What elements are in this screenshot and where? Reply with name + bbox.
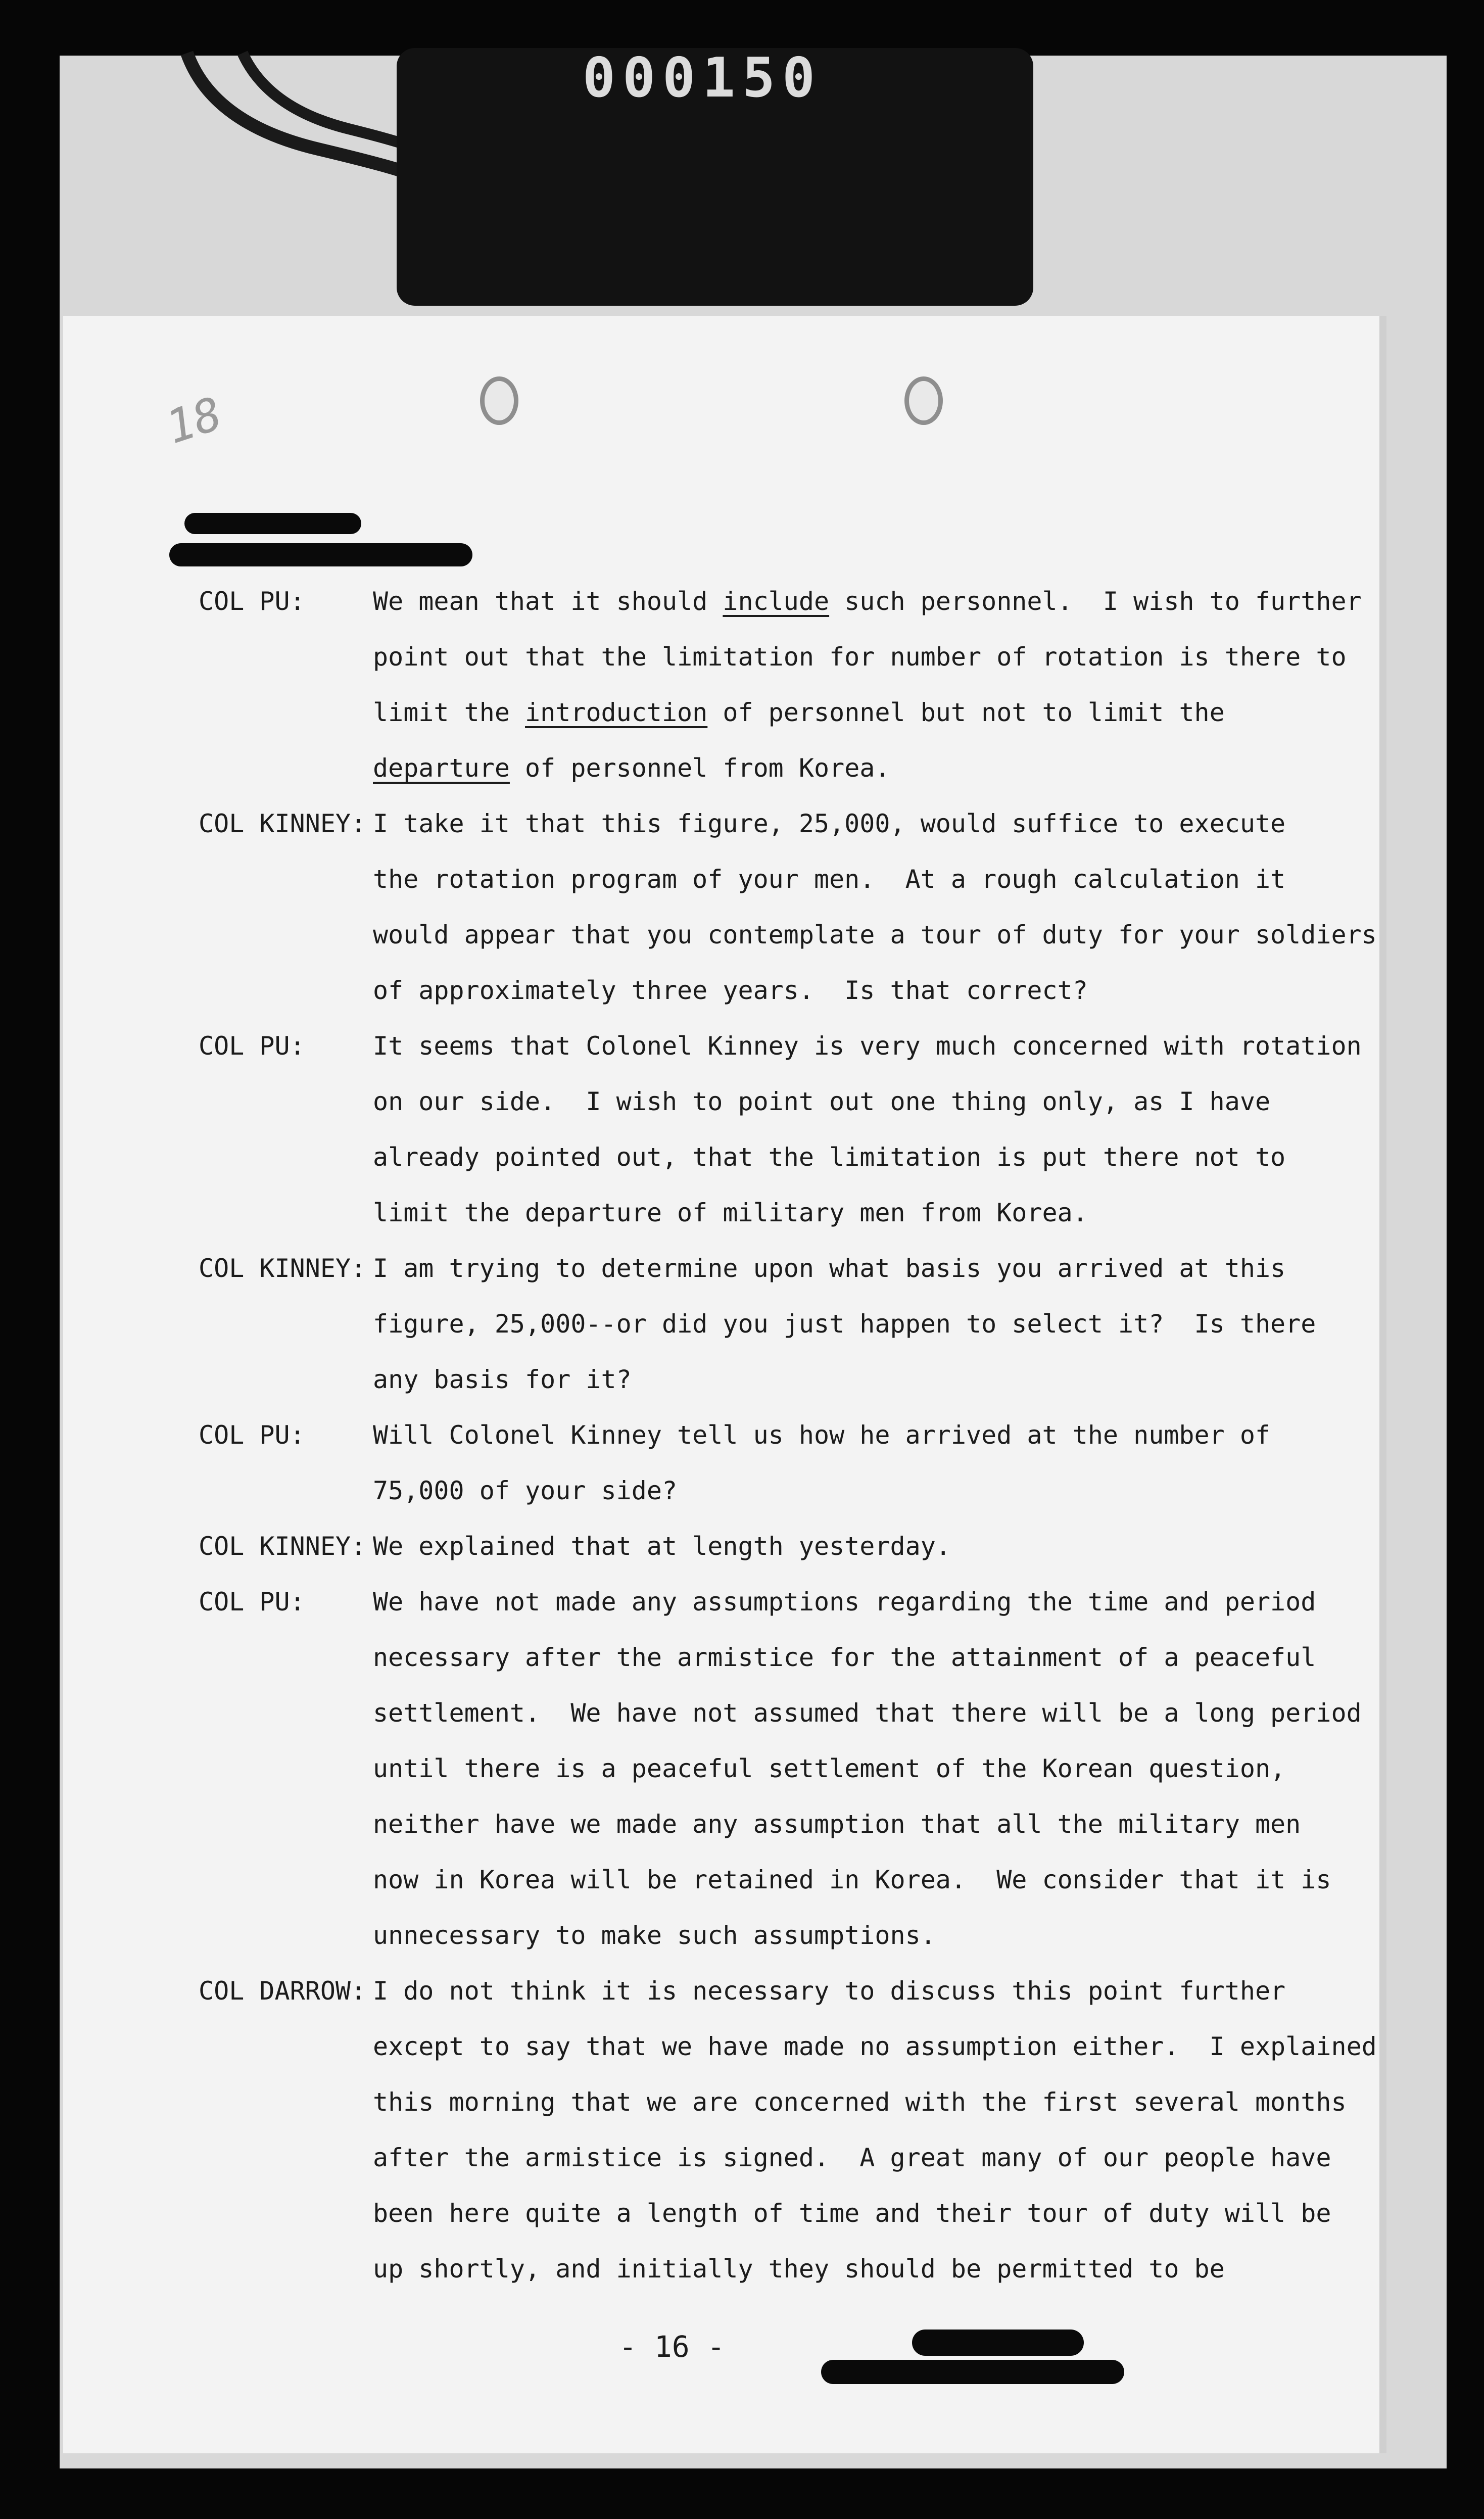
frame-number: 000150: [582, 46, 823, 110]
speech-text: [373, 574, 1362, 796]
redaction-bar: [821, 2360, 1124, 2384]
speaker-label: COL KINNEY:: [199, 1532, 366, 1561]
handwritten-margin-mark: 18: [160, 387, 228, 455]
text-line: would appear that you contemplate a tour of duty for your soldiers: [373, 920, 1377, 949]
text-line: limit the departure of military men from Korea.: [373, 1198, 1088, 1227]
transcript: [199, 574, 1377, 2297]
redaction-bar: [184, 513, 361, 534]
transcript-entry: [199, 574, 1361, 796]
text-line: except to say that we have made no assumption either. I explained: [373, 2032, 1377, 2061]
text-line: It seems that Colonel Kinney is very much concerned with rotation: [373, 1031, 1362, 1061]
transcript-entry: [199, 1963, 1377, 2297]
text-line: neither have we made any assumption that all the military men: [373, 1810, 1301, 1839]
camera-cable: [167, 48, 429, 189]
underlined-word: departure: [373, 753, 510, 783]
speaker-label: COL DARROW:: [199, 1976, 366, 2006]
text-line: Will Colonel Kinney tell us how he arrived at the number of: [373, 1420, 1271, 1450]
speech-text: [373, 1407, 1361, 1518]
transcript-entry: [199, 1018, 1361, 1241]
text-line: necessary after the armistice for the attainment of a peaceful: [373, 1643, 1316, 1672]
speaker-label: COL PU:: [199, 1031, 305, 1061]
text-line: the rotation program of your men. At a rough calculation it: [373, 865, 1286, 894]
transcript-entry: [199, 1518, 1361, 1574]
text-line: now in Korea will be retained in Korea. We consider that it is: [373, 1865, 1331, 1894]
speech-text: [373, 1018, 1362, 1241]
text-line: departure of personnel from Korea.: [373, 753, 890, 783]
text-line: limit the introduction of personnel but not to limit the: [373, 698, 1225, 727]
punch-hole-right: [904, 376, 943, 425]
text-line: We explained that at length yesterday.: [373, 1532, 951, 1561]
text-line: We have not made any assumptions regarding the time and period: [373, 1587, 1316, 1617]
transcript-entry: [199, 1574, 1361, 1963]
text-line: I am trying to determine upon what basis you arrived at this: [373, 1254, 1286, 1283]
speech-text: [373, 1518, 1361, 1574]
text-line: 75,000 of your side?: [373, 1476, 678, 1505]
transcript-entry: [199, 1241, 1361, 1407]
speech-text: [373, 1241, 1361, 1407]
text-line: settlement. We have not assumed that there will be a long period: [373, 1698, 1362, 1728]
text-line: unnecessary to make such assumptions.: [373, 1921, 936, 1950]
text-line: on our side. I wish to point out one thing only, as I have: [373, 1087, 1271, 1116]
underlined-word: include: [723, 587, 830, 616]
transcript-entry: [199, 796, 1377, 1018]
text-line: We mean that it should include such personnel. I wish to further: [373, 587, 1362, 616]
speaker-label: COL PU:: [199, 1587, 305, 1617]
page-number: - 16 -: [619, 2330, 725, 2364]
text-line: until there is a peaceful settlement of the Korean question,: [373, 1754, 1286, 1783]
text-line: point out that the limitation for number of rotation is there to: [373, 642, 1347, 672]
speaker-label: COL PU:: [199, 1420, 305, 1450]
redaction-bar: [169, 543, 472, 566]
text-line: after the armistice is signed. A great many of our people have: [373, 2143, 1331, 2172]
redaction-bar: [912, 2330, 1084, 2356]
speech-text: [373, 1963, 1377, 2297]
text-line: already pointed out, that the limitation is put there not to: [373, 1143, 1286, 1172]
speaker-label: COL PU:: [199, 587, 305, 616]
document-page: [63, 316, 1379, 2453]
transcript-entry: [199, 1407, 1361, 1518]
speech-text: [373, 1574, 1362, 1963]
text-line: I take it that this figure, 25,000, would suffice to execute: [373, 809, 1286, 838]
text-line: up shortly, and initially they should be permitted to be: [373, 2254, 1225, 2284]
text-line: been here quite a length of time and their tour of duty will be: [373, 2199, 1331, 2228]
text-line: of approximately three years. Is that correct?: [373, 976, 1088, 1005]
text-line: I do not think it is necessary to discuss this point further: [373, 1976, 1286, 2006]
text-line: any basis for it?: [373, 1365, 632, 1394]
text-line: figure, 25,000--or did you just happen to select it? Is there: [373, 1309, 1316, 1339]
underlined-word: introduction: [525, 698, 708, 727]
text-line: this morning that we are concerned with the first several months: [373, 2087, 1347, 2117]
speech-text: [373, 796, 1377, 1018]
punch-hole-left: [480, 376, 518, 425]
speaker-label: COL KINNEY:: [199, 1254, 366, 1283]
speaker-label: COL KINNEY:: [199, 809, 366, 838]
